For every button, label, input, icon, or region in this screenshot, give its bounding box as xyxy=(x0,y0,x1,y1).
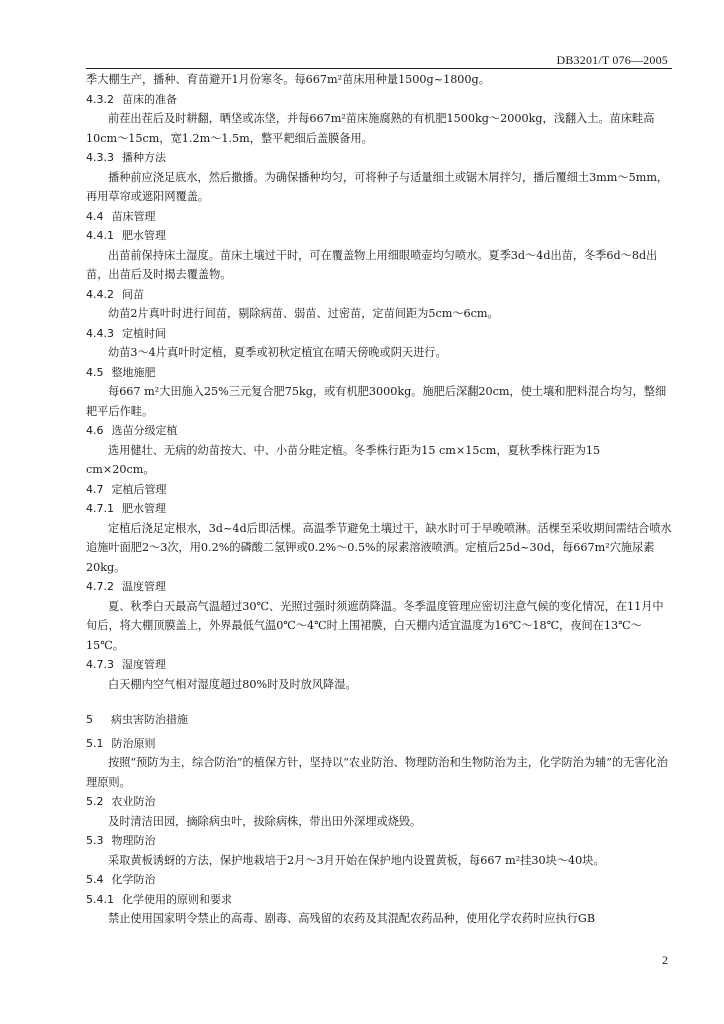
section-number: 5.3 xyxy=(86,834,104,847)
section-number: 4.7.3 xyxy=(86,658,114,671)
body-paragraph: 及时清洁田园，摘除病虫叶，拔除病株，带出田外深埋或烧毁。 xyxy=(108,814,422,828)
section-title: 定植时间 xyxy=(122,326,166,340)
body-paragraph: 定植后浇足定根水，3d~4d后即活棵。高温季节避免土壤过干，缺水时可于早晚喷淋。活棵至采收期间需结合喷水追施叶面肥2～3次，用0.2%的磷酸二氢钾或0.2%～0.5%的尿素溶液喷洒。定植后25d~30d，每667m²穴施尿素20kg。 xyxy=(86,521,672,574)
section-title: 化学使用的原则和要求 xyxy=(122,892,232,906)
section-heading xyxy=(86,90,672,110)
body-paragraph: 每667 m²大田施入25%三元复合肥75kg，或有机肥3000kg。施肥后深翻20cm，使土壤和肥料混合均匀，整细耙平后作畦。 xyxy=(86,385,667,418)
body-paragraph: 前茬出茬后及时耕翻，晒垡或冻垡，并每667m²苗床施腐熟的有机肥1500kg～2000kg，浅翻入土。苗床畦高10cm～15cm，宽1.2m～1.5m，整平耙细后盖膜备用。 xyxy=(86,112,655,145)
section-title: 病虫害防治措施 xyxy=(111,713,188,726)
header-divider xyxy=(86,68,672,69)
body-paragraph: 按照“预防为主，综合防治”的植保方针，坚持以“农业防治、物理防治和生物防治为主，化学防治为辅”的无害化治理原则。 xyxy=(86,756,668,789)
section-heading xyxy=(86,207,672,227)
section-number: 4.4 xyxy=(86,209,104,223)
section-heading xyxy=(86,870,672,890)
section-number: 5.1 xyxy=(86,736,104,750)
body-paragraph: 白天棚内空气相对湿度超过80%时及时放风降湿。 xyxy=(108,677,357,691)
section-title: 定植后管理 xyxy=(111,482,167,496)
section-heading xyxy=(86,577,672,597)
section-title: 肥水管理 xyxy=(122,502,166,515)
section-number: 4.5 xyxy=(86,365,104,379)
body-paragraph: 幼苗2片真叶时进行间苗，剔除病苗、弱苗、过密苗，定苗间距为5cm～6cm。 xyxy=(108,307,499,320)
section-title: 整地施肥 xyxy=(111,365,156,379)
section-heading xyxy=(86,285,672,305)
section-heading xyxy=(86,792,672,812)
section-number: 4.6 xyxy=(86,424,104,437)
body-paragraph: 采取黄板诱蚜的方法，保护地栽培于2月～3月开始在保护地内设置黄板，每667 m²挂30块～40块。 xyxy=(108,853,605,867)
section-title: 化学防治 xyxy=(111,873,156,886)
section-number: 4.4.1 xyxy=(86,229,114,242)
page-number: 2 xyxy=(662,953,668,967)
section-number: 4.3.2 xyxy=(86,92,114,106)
section-heading xyxy=(86,226,672,246)
section-title: 防治原则 xyxy=(111,736,156,750)
section-heading xyxy=(86,480,672,500)
section-heading xyxy=(86,499,672,519)
body-paragraph: 幼苗3～4片真叶时定植，夏季或初秋定植宜在晴天傍晚或阴天进行。 xyxy=(108,346,447,359)
section-number: 4.7.2 xyxy=(86,580,114,593)
body-paragraph: 出苗前保持床土湿度。苗床土壤过干时，可在覆盖物上用细眼喷壶均匀喷水。夏季3d～4d出苗，冬季6d～8d出苗，出苗后及时揭去覆盖物。 xyxy=(86,248,658,281)
doc-code: DB3201/T 076—2005 xyxy=(556,53,668,67)
section-number: 5.4.1 xyxy=(86,892,114,906)
section-title: 湿度管理 xyxy=(122,658,166,671)
section-number: 4.4.2 xyxy=(86,287,114,301)
section-title: 物理防治 xyxy=(111,834,156,847)
section-heading xyxy=(86,324,672,344)
section-number: 4.3.3 xyxy=(86,151,114,164)
body-paragraph: 季大棚生产，播种、育苗避开1月份寒冬。每667m²苗床用种量1500g~1800g。 xyxy=(86,73,490,86)
section-title: 温度管理 xyxy=(122,580,166,593)
section-title: 苗床的准备 xyxy=(122,92,177,106)
body-paragraph: 播种前应浇足底水，然后撒播。为确保播种均匀，可将种子与适量细土或锯木屑拌匀，播后覆细土3mm～5mm，再用草帘或遮阳网覆盖。 xyxy=(86,170,669,203)
section-heading xyxy=(86,655,672,675)
section-title: 肥水管理 xyxy=(122,229,166,242)
section-heading xyxy=(86,148,672,168)
section-title: 农业防治 xyxy=(111,795,156,808)
section-title: 选苗分级定植 xyxy=(111,424,178,437)
body-paragraph: 选用健壮、无病的幼苗按大、中、小苗分畦定植。冬季株行距为15 cm×15cm，夏秋季株行距为15 cm×20cm。 xyxy=(86,443,601,476)
body-paragraph: 夏、秋季白天最高气温超过30℃、光照过强时须遮荫降温。冬季温度管理应密切注意气候的变化情况，在11月中旬后，将大棚顶膜盖上，外界最低气温0℃～4℃时上围裙膜，白天棚内适宜温度为16℃～18℃，夜间在13℃～15℃。 xyxy=(86,599,664,652)
section-number: 4.7 xyxy=(86,482,104,496)
section-heading xyxy=(86,890,672,910)
section-number: 4.4.3 xyxy=(86,326,114,340)
section-title: 苗床管理 xyxy=(111,209,156,223)
section-number: 5.2 xyxy=(86,795,104,808)
section-number: 5.4 xyxy=(86,873,104,886)
body-paragraph: 禁止使用国家明令禁止的高毒、剧毒、高残留的农药及其混配农药品种，使用化学农药时应执行GB xyxy=(108,912,596,925)
section-heading xyxy=(86,831,672,851)
section-title: 间苗 xyxy=(122,287,144,301)
chapter-heading xyxy=(86,710,672,730)
section-heading xyxy=(86,421,672,441)
section-heading xyxy=(86,734,672,754)
section-number: 5 xyxy=(86,713,93,726)
section-number: 4.7.1 xyxy=(86,502,114,515)
document-body xyxy=(86,70,672,929)
section-title: 播种方法 xyxy=(122,151,166,164)
section-heading xyxy=(86,363,672,383)
